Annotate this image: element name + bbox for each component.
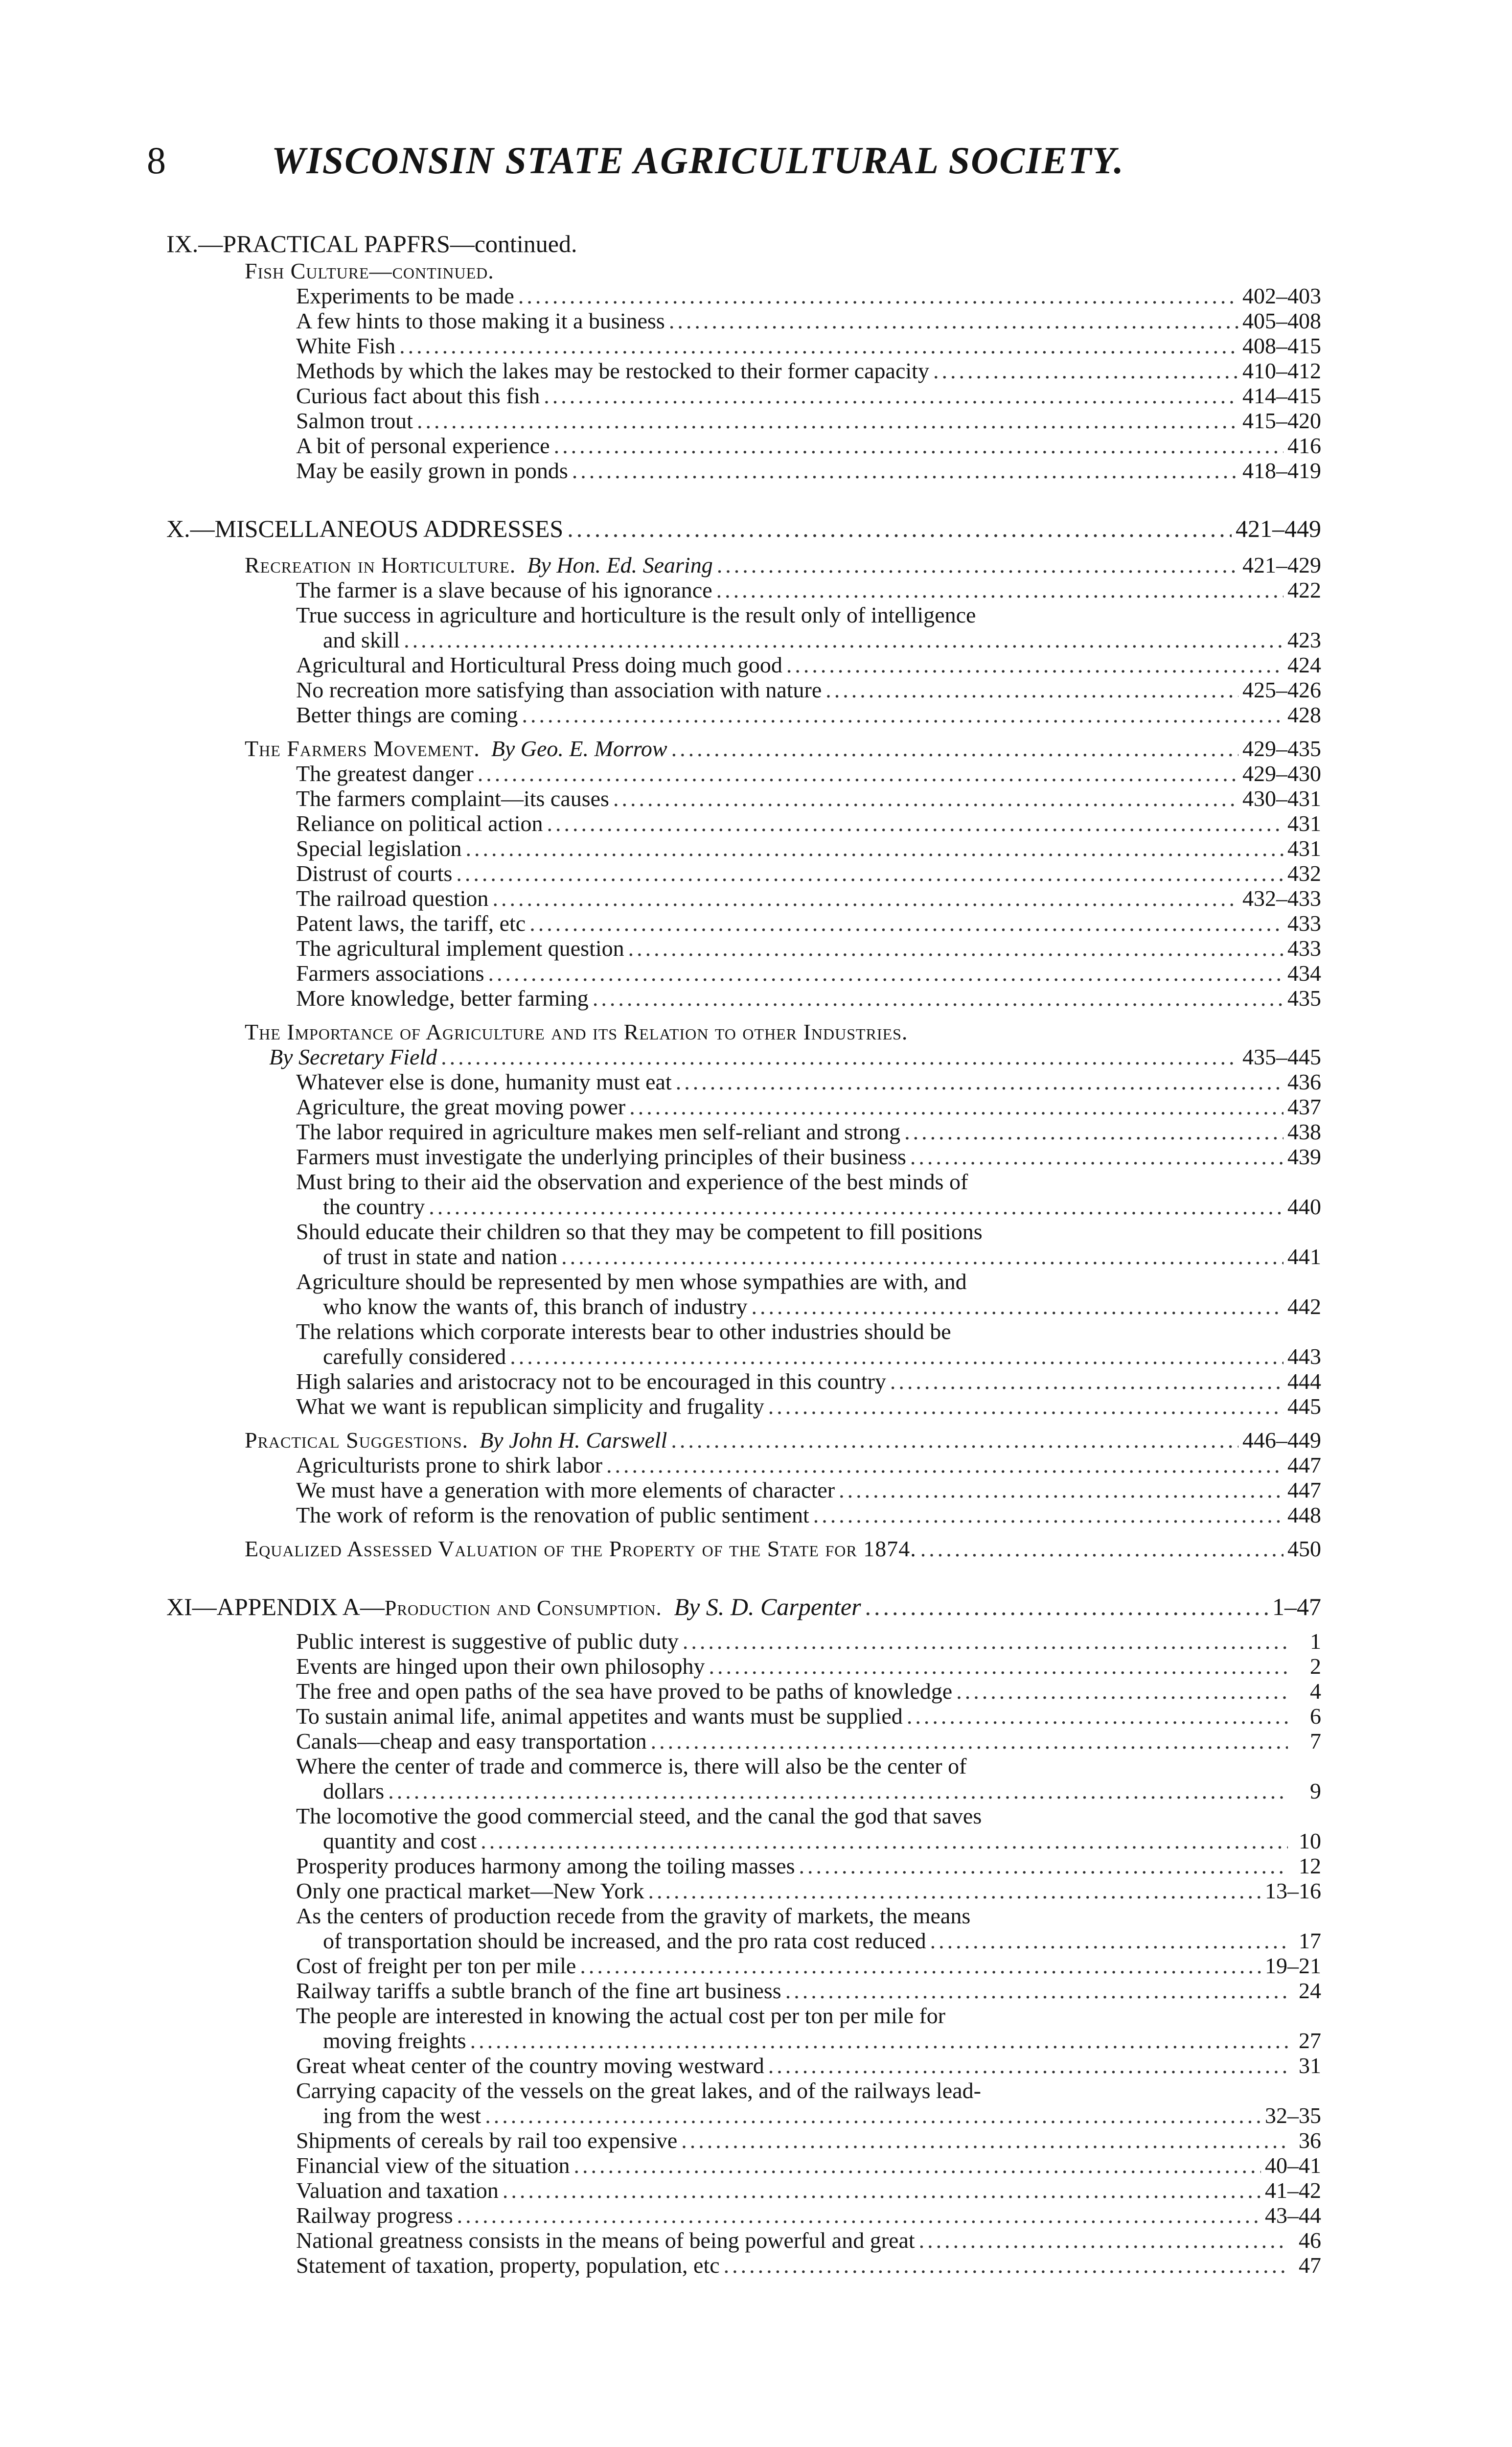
toc-entry [296,1978,1321,2003]
page-ref: 432–433 [1242,886,1321,911]
leader-dots [752,1294,1284,1319]
farmers-movement-items [166,761,1321,1011]
leader-dots [544,383,1238,408]
page-ref: 7 [1310,1729,1321,1754]
entry-text: The labor required in agriculture makes men self-reliant and strong [296,1119,901,1144]
leader-dots [399,333,1238,358]
entry-text: No recreation more satisfying than association with nature [296,677,822,702]
leader-dots [388,1778,1288,1803]
toc-entry-line: True success in agriculture and horticulture is the result only of intelligence [296,602,976,627]
page-ref: 9 [1310,1778,1321,1803]
toc-entry [296,1369,1321,1394]
page-ref: 17 [1299,1928,1321,1953]
toc-entry [296,577,1321,602]
leader-dots [404,627,1283,652]
leader-dots [593,986,1283,1011]
leader-dots [785,1978,1288,2003]
entry-text: Canals—cheap and easy transportation [296,1729,647,1754]
entry-text: carefully considered [323,1344,506,1369]
leader-dots [825,677,1238,702]
page-ref: 445 [1287,1394,1321,1419]
part-heading-ix: IX.—PRACTICAL PAPFRS—continued. [166,230,577,257]
entry-text: Agriculturists prone to shirk labor [296,1453,603,1477]
entry-text: who know the wants of, this branch of industry [323,1294,748,1319]
page-ref: 1 [1310,1629,1321,1654]
page-ref: 416 [1287,433,1321,458]
page-ref: 441 [1287,1244,1321,1269]
toc-entry [296,1144,1321,1169]
page-ref: 408–415 [1242,333,1321,358]
entry-text: High salaries and aristocracy not to be encouraged in this country [296,1369,886,1394]
entry-text: The farmer is a slave because of his ignorance [296,577,712,602]
leader-dots [629,1094,1283,1119]
page-ref: 13–16 [1265,1878,1321,1903]
toc-entry [296,2228,1321,2253]
page-ref: 439 [1287,1144,1321,1169]
leader-dots [485,2103,1261,2128]
page-ref: 425–426 [1242,677,1321,702]
leader-dots [574,2153,1261,2178]
toc-entry [323,1778,1321,1803]
leader-dots [481,1828,1288,1853]
section-equalized-valuation [245,1536,1321,1561]
part-author: By S. D. Carpenter [674,1593,861,1620]
page-ref: 423 [1287,627,1321,652]
toc-entry [296,961,1321,986]
leader-dots [671,1428,1238,1453]
page-ref: 433 [1287,911,1321,936]
leader-dots [518,283,1238,308]
part-heading-xi [166,1592,1321,1622]
section-farmers-movement [245,736,1321,761]
section-author: By Secretary Field [269,1044,437,1069]
entry-text: and skill [323,627,400,652]
entry-text: The free and open paths of the sea have proved to be paths of knowledge [296,1679,953,1704]
toc-entry [323,627,1321,652]
entry-text: quantity and cost [323,1828,477,1853]
section-fish-culture [245,258,1321,283]
leader-dots [768,2053,1288,2078]
leader-dots [717,553,1238,577]
toc-entry [296,1704,1321,1729]
page-ref: 410–412 [1242,358,1321,383]
page-ref: 422 [1287,577,1321,602]
entry-text: Prosperity produces harmony among the toiling masses [296,1853,795,1878]
entry-text: dollars [323,1778,385,1803]
toc-entry [296,433,1321,458]
leader-dots [503,2178,1261,2203]
toc-entry [296,1953,1321,1978]
toc-entry [296,886,1321,911]
entry-text: White Fish [296,333,396,358]
page-ref: 431 [1287,836,1321,861]
toc-entry [296,1729,1321,1754]
leader-dots [561,1244,1283,1269]
page-ref: 438 [1287,1119,1321,1144]
page-ref: 415–420 [1242,408,1321,433]
leader-dots [907,1704,1288,1729]
toc-entry [323,1244,1321,1269]
section-author: By John H. Carswell [480,1428,667,1453]
entry-text: Events are hinged upon their own philosophy [296,1654,705,1679]
entry-text: Farmers must investigate the underlying principles of their business [296,1144,906,1169]
page-ref: 6 [1310,1704,1321,1729]
toc-entry [296,2203,1321,2228]
entry-text: ing from the west [323,2103,481,2128]
toc-entry [296,677,1321,702]
toc-entry [296,1853,1321,1878]
part-title: XI—APPENDIX A— [166,1593,385,1620]
entry-text: of trust in state and nation [323,1244,558,1269]
entry-text: A bit of personal experience [296,433,550,458]
page-ref: 429–435 [1242,736,1321,761]
toc-entry [296,761,1321,786]
leader-dots [919,2228,1288,2253]
toc-entry [296,308,1321,333]
page-ref: 47 [1299,2253,1321,2278]
toc-entry [296,702,1321,727]
page-ref: 428 [1287,702,1321,727]
page-ref: 436 [1287,1069,1321,1094]
entry-text: Only one practical market—New York [296,1878,644,1903]
part-heading-x [166,513,1321,544]
section-title: Practical Suggestions. [245,1428,469,1453]
page-ref: 440 [1287,1194,1321,1219]
toc-entry [323,2028,1321,2053]
toc-entry-line: Where the center of trade and commerce is, there will also be the center of [296,1754,967,1778]
toc-entry [296,1679,1321,1704]
page-ref: 432 [1287,861,1321,886]
leader-dots [813,1502,1283,1527]
page-ref: 24 [1299,1978,1321,2003]
entry-text: Shipments of cereals by rail too expensive [296,2128,678,2153]
page-ref: 433 [1287,936,1321,961]
toc-entry-line: As the centers of production recede from the gravity of markets, the means [296,1903,971,1928]
entry-text: Distrust of courts [296,861,453,886]
toc-entry [296,283,1321,308]
toc-entry [296,333,1321,358]
toc-entry [323,2103,1321,2128]
toc-entry [296,383,1321,408]
leader-dots [651,1729,1288,1754]
leader-dots [920,1536,1283,1561]
leader-dots [466,836,1283,861]
section-title: Equalized Assessed Valuation of the Property of the State for 1874. [245,1536,916,1561]
page-ref: 12 [1299,1853,1321,1878]
leader-dots [580,1953,1261,1978]
leader-dots [628,936,1283,961]
leader-dots [865,1592,1268,1622]
section-practical-suggestions [245,1428,1321,1453]
entry-text: May be easily grown in ponds [296,458,568,483]
entry-text: Experiments to be made [296,283,514,308]
toc-entry [323,1928,1321,1953]
toc-entry [296,1119,1321,1144]
leader-dots [669,308,1238,333]
page-ref: 450 [1287,1536,1321,1561]
entry-text: Salmon trout [296,408,413,433]
page-ref: 19–21 [1265,1953,1321,1978]
section-title: The Importance of Agriculture and its Relation to other Industries. [245,1019,908,1044]
page-ref: 443 [1287,1344,1321,1369]
toc-entry [296,408,1321,433]
page-ref: 430–431 [1242,786,1321,811]
part-subtitle: Production and Consumption. [384,1596,662,1620]
page-ref: 43–44 [1265,2203,1321,2228]
entry-text: Agriculture, the great moving power [296,1094,626,1119]
part-title: X.—MISCELLANEOUS ADDRESSES [166,515,564,542]
page-ref: 46 [1299,2228,1321,2253]
table-of-contents [166,229,1321,2278]
leader-dots [681,2128,1288,2153]
leader-dots [478,761,1238,786]
toc-entry [296,1477,1321,1502]
toc-entry [296,1502,1321,1527]
section-author: By Geo. E. Morrow [491,736,667,761]
leader-dots [933,358,1238,383]
toc-entry [296,2128,1321,2153]
leader-dots [904,1119,1283,1144]
toc-entry-line: Should educate their children so that they may be competent to fill positions [296,1219,983,1244]
toc-entry-line: Agriculture should be represented by men whose sympathies are with, and [296,1269,967,1294]
toc-entry [296,1629,1321,1654]
page-ref: 36 [1299,2128,1321,2153]
entry-text: Railway progress [296,2203,453,2228]
section-importance [245,1019,1321,1044]
leader-dots [676,1069,1283,1094]
leader-dots [799,1853,1288,1878]
entry-text: National greatness consists in the means of being powerful and great [296,2228,915,2253]
entry-text: Great wheat center of the country moving westward [296,2053,764,2078]
page-ref: 435 [1287,986,1321,1011]
toc-entry-line: Carrying capacity of the vessels on the great lakes, and of the railways lead- [296,2078,981,2103]
entry-text: More knowledge, better farming [296,986,589,1011]
page-ref: 447 [1287,1477,1321,1502]
leader-dots [441,1044,1238,1069]
entry-text: Cost of freight per ton per mile [296,1953,576,1978]
toc-entry [296,1453,1321,1477]
leader-dots [510,1344,1283,1369]
entry-text: We must have a generation with more elements of character [296,1477,835,1502]
entry-text: Financial view of the situation [296,2153,570,2178]
page-ref: 32–35 [1265,2103,1321,2128]
toc-entry-line: The locomotive the good commercial steed, and the canal the god that saves [296,1803,982,1828]
entry-text: Public interest is suggestive of public duty [296,1629,679,1654]
leader-dots [547,811,1283,836]
page-ref: 31 [1299,2053,1321,2078]
leader-dots [606,1453,1283,1477]
toc-entry [296,936,1321,961]
toc-entry [296,911,1321,936]
page-ref: 2 [1310,1654,1321,1679]
section-author: By Hon. Ed. Searing [527,553,713,577]
appendix-items [166,1629,1321,2278]
leader-dots [488,961,1283,986]
entry-text: Better things are coming [296,702,518,727]
toc-entry-line: Must bring to their aid the observation and experience of the best minds of [296,1169,968,1194]
leader-dots [648,1878,1261,1903]
entry-text: Valuation and taxation [296,2178,499,2203]
page-ref: 434 [1287,961,1321,986]
leader-dots [716,577,1283,602]
entry-text: Curious fact about this fish [296,383,540,408]
page-ref: 442 [1287,1294,1321,1319]
page-ref: 421–449 [1236,515,1321,542]
section-title: Fish Culture—continued. [245,258,494,283]
leader-dots [839,1477,1283,1502]
leader-dots [529,911,1283,936]
page-ref: 4 [1310,1679,1321,1704]
page-ref: 418–419 [1242,458,1321,483]
recreation-items [166,577,1321,727]
leader-dots [910,1144,1283,1169]
page-ref: 414–415 [1242,383,1321,408]
page-ref: 444 [1287,1369,1321,1394]
section-title: Recreation in Horticulture. [245,553,516,577]
leader-dots [671,736,1238,761]
entry-text: Statement of taxation, property, population, etc [296,2253,720,2278]
toc-entry [296,458,1321,483]
toc-entry [323,1294,1321,1319]
toc-entry-line: The people are interested in knowing the actual cost per ton per mile for [296,2003,946,2028]
entry-text: The farmers complaint—its causes [296,786,609,811]
entry-text: The railroad question [296,886,489,911]
page-ref: 10 [1299,1828,1321,1853]
section-title: The Farmers Movement. [245,736,480,761]
page-ref: 429–430 [1242,761,1321,786]
page-ref: 446–449 [1242,1428,1321,1453]
leader-dots [492,886,1238,911]
entry-text: Farmers associations [296,961,484,986]
page-number: 8 [147,139,166,182]
entry-text: Railway tariffs a subtle branch of the fine art business [296,1978,781,2003]
entry-text: Methods by which the lakes may be restocked to their former capacity [296,358,929,383]
entry-text: What we want is republican simplicity and frugality [296,1394,764,1419]
leader-dots [724,2253,1288,2278]
toc-entry [296,861,1321,886]
toc-entry [323,1344,1321,1369]
entry-text: Special legislation [296,836,462,861]
leader-dots [572,458,1238,483]
toc-entry [296,986,1321,1011]
entry-text: The agricultural implement question [296,936,624,961]
toc-entry [296,786,1321,811]
entry-text: A few hints to those making it a business [296,308,665,333]
running-head [147,139,1223,183]
toc-entry [296,358,1321,383]
toc-entry [323,1828,1321,1853]
page-ref: 448 [1287,1502,1321,1527]
page-ref: 405–408 [1242,308,1321,333]
toc-entry-line: The relations which corporate interests bear to other industries should be [296,1319,951,1344]
page-ref: 1–47 [1272,1593,1321,1620]
toc-entry [296,2253,1321,2278]
practical-items [166,1453,1321,1527]
toc-entry [296,2153,1321,2178]
leader-dots [522,702,1284,727]
leader-dots [930,1928,1288,1953]
leader-dots [768,1394,1283,1419]
leader-dots [417,408,1238,433]
toc-entry [296,811,1321,836]
entry-text: Whatever else is done, humanity must eat [296,1069,672,1094]
leader-dots [709,1654,1288,1679]
toc-entry [296,2178,1321,2203]
leader-dots [786,652,1283,677]
page-ref: 447 [1287,1453,1321,1477]
entry-text: To sustain animal life, animal appetites and wants must be supplied [296,1704,903,1729]
page-ref: 27 [1299,2028,1321,2053]
leader-dots [457,2203,1261,2228]
toc-entry [296,836,1321,861]
fish-culture-items [166,283,1321,483]
toc-entry [296,1394,1321,1419]
leader-dots [470,2028,1288,2053]
leader-dots [429,1194,1283,1219]
toc-entry [296,2053,1321,2078]
toc-entry [296,652,1321,677]
toc-entry [296,1094,1321,1119]
page-ref: 402–403 [1242,283,1321,308]
toc-entry [296,1069,1321,1094]
entry-text: Patent laws, the tariff, etc [296,911,526,936]
page-ref: 437 [1287,1094,1321,1119]
page-ref: 424 [1287,652,1321,677]
entry-text: the country [323,1194,425,1219]
toc-entry [296,1654,1321,1679]
leader-dots [567,513,1232,544]
section-recreation [245,553,1321,577]
importance-items [166,1069,1321,1419]
entry-text: The greatest danger [296,761,474,786]
page-ref: 435–445 [1242,1044,1321,1069]
page-ref: 41–42 [1265,2178,1321,2203]
leader-dots [456,861,1283,886]
page-ref: 421–429 [1242,553,1321,577]
toc-entry [323,1194,1321,1219]
page-ref: 431 [1287,811,1321,836]
leader-dots [890,1369,1283,1394]
leader-dots [683,1629,1288,1654]
page-ref: 40–41 [1265,2153,1321,2178]
entry-text: The work of reform is the renovation of public sentiment [296,1502,809,1527]
leader-dots [554,433,1283,458]
entry-text: of transportation should be increased, and the pro rata cost reduced [323,1928,926,1953]
entry-text: Reliance on political action [296,811,543,836]
entry-text: Agricultural and Horticultural Press doing much good [296,652,782,677]
leader-dots [956,1679,1288,1704]
entry-text: moving freights [323,2028,466,2053]
section-importance-byline [269,1044,1321,1069]
running-title: WISCONSIN STATE AGRICULTURAL SOCIETY. [272,139,1124,182]
toc-entry [296,1878,1321,1903]
leader-dots [613,786,1238,811]
